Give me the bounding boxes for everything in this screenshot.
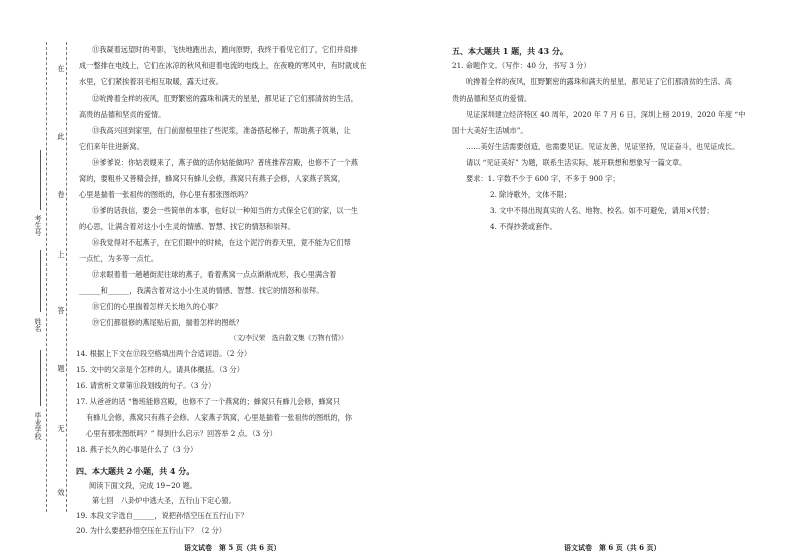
candidate-number-label: 考生号 xyxy=(34,215,42,236)
section-4-intro: 阅读下面文段，完成 19~20 题。 xyxy=(89,481,197,490)
fill-line xyxy=(40,250,41,312)
source-citation: （文/李汉荣 选自散文集《万物有情》） xyxy=(230,334,348,342)
paragraph-line: 高贵的品德和坚贞的爱情。 xyxy=(79,110,166,119)
paragraph-line: ______和______，我满含着对这小小生灵的情感、智慧、找它的情怒和崇拜。 xyxy=(79,286,324,295)
essay-requirement: 要求：1. 字数不少于 600 字，不多于 900 字； xyxy=(466,174,620,183)
paragraph-line: ⑰求眼着着一趟趟街泥往球的燕子，看着燕窝一点点渐渐成形，我心里满含着 xyxy=(92,270,337,279)
seal-char: 效 xyxy=(57,488,65,497)
paragraph-line: ⑬我高兴回到家里，在门前窗根里挂了些泥浆，准备搭起梯子，帮助燕子筑巢，让 xyxy=(92,126,351,135)
question-20: 20. 为什么要把孙悟空压在五行山下？（2 分） xyxy=(76,526,226,535)
question-15: 15. 文中的父亲是个怎样的人。请具体概括。（3 分） xyxy=(76,365,244,374)
essay-requirement: 4. 不得抄袭或套作。 xyxy=(490,222,557,231)
paragraph-line: ⑮爹的话我信，要会一些简单的本事，也好以一种知当的方式保全它们的家，以一生 xyxy=(92,206,358,215)
paragraph-line: ⑪我凝着远望时的考影，飞快地跑出去，跑向原野，我终于看见它们了，它们并肩排 xyxy=(92,45,358,54)
essay-intro-line: ……美好生活需要创造，也需要见证。见证友善，见证坚持，见证奋斗，也见证成长。 xyxy=(466,142,740,151)
question-17: 17. 从爸爸的话 “鲁班能修宫殿，也修不了一个燕窝的；蜂窝只有蜂儿会修，蜂窝只 xyxy=(76,397,341,406)
seal-char: 答 xyxy=(57,306,65,315)
question-21-heading: 21. 命题作文。（写作：40 分，书写 3 分） xyxy=(452,61,591,70)
paragraph-line: 成一整排在电线上，它们在冰凉的秋风和迎着电流的电线上，在夜晚的寒风中，有时就成在 xyxy=(79,61,367,70)
page-footer: 语文试卷 第 5 页（共 6 页） xyxy=(184,543,281,552)
paragraph-line: 它们来年住进新窝。 xyxy=(79,142,144,151)
section-5-title: 五、本大题共 1 题，共 43 分。 xyxy=(452,46,568,56)
dashed-binding-line xyxy=(66,42,67,512)
seal-char: 上 xyxy=(57,250,65,259)
seal-char: 题 xyxy=(57,364,65,373)
essay-intro-line: 请以 “见证美好” 为题，联系生活实际，展开联想和想象写一篇文章。 xyxy=(466,158,687,167)
seal-char: 此 xyxy=(57,132,65,141)
page-footer: 语文试卷 第 6 页（共 6 页） xyxy=(564,543,661,552)
paragraph-line: ⑫吮搀着全样的夜风，肛野繁密的露珠和满天的星星，都见证了它们那清贫的生活， xyxy=(92,94,358,103)
essay-requirement: 2. 除诗歌外，文体不限； xyxy=(490,190,572,199)
paragraph-line: ⑲它们都很修的燕尾贴后面，揣着怎样的图纸？ xyxy=(92,318,243,327)
seal-char: 无 xyxy=(57,424,65,433)
section-4-title: 四、本大题共 2 小题，共 4 分。 xyxy=(76,466,195,476)
question-18: 18. 燕子长久的心事是什么了（3 分） xyxy=(76,445,198,454)
paragraph-line: 心里是揣着一张祖传的图纸的，你心里有那张图纸吗？ xyxy=(79,190,252,199)
seal-char: 卷 xyxy=(57,190,65,199)
name-label: 姓名 xyxy=(34,318,42,332)
dashed-binding-line xyxy=(46,42,47,512)
school-label: 毕业学校 xyxy=(34,412,42,440)
paragraph-line: ⑭爹爹说：你姑表嫂来了，燕子做的活你姑能做吗？普班推荐宫殿，也修不了一个燕 xyxy=(92,158,358,167)
seal-char: 在 xyxy=(57,64,65,73)
essay-requirement: 3. 文中不得出现真实的人名、地物、校名。如不可避免，请用×代替； xyxy=(490,206,714,215)
paragraph-line: ⑱它们的心里揣着怎样天长地久的心事？ xyxy=(92,302,222,311)
paragraph-line: 的心思，让满含着对这小小生灵的情感、智慧、找它的情怒和崇拜。 xyxy=(79,222,295,231)
fill-line xyxy=(40,150,41,210)
essay-intro-line: 吮搀着全样的夜风，肛野繁密的露珠和满天的星星，都见证了它们那清贫的生活、高 xyxy=(466,77,732,86)
paragraph-line: ⑯我觉得对不起燕子，在它们眼中的时候，在这个泥泞的春天里，竟不能为它们帮 xyxy=(92,238,351,247)
question-16: 16. 请赏析文章第⑪段划线的句子。（3 分） xyxy=(76,381,216,390)
section-4-poem: 第七回 八卦炉中逃大圣，五行山下定心猿。 xyxy=(92,496,236,505)
fill-line xyxy=(40,350,41,406)
question-14: 14. 根据上下文在⑰段空格填出两个合适词语。（2 分） xyxy=(76,349,252,358)
question-19: 19. 本段文字选自______，说把孙悟空压在五行山下？ xyxy=(76,511,248,520)
paragraph-line: 窝的，要粗朴又善精会择，蜂窝只有蜂儿会修，燕窝只有燕子会修，人家燕子筑窝， xyxy=(79,174,345,183)
essay-intro-line: 贵的品德和坚贞的爱情。 xyxy=(452,94,532,103)
paragraph-line: 一点忙，为多等一点忙。 xyxy=(79,254,159,263)
essay-intro-line: 国十大美好生活城市”。 xyxy=(452,126,528,135)
question-17-line: 有蜂儿会修，燕窝只有燕子会修。人家燕子筑窝，心里是揣着一张祖传的图纸的，你 xyxy=(86,413,352,422)
paragraph-line: 水里，它们紧挨着羽毛相互取暖，露天过夜。 xyxy=(79,77,223,86)
essay-intro-line: 见证深圳建立经济特区 40 周年，2020 年 7 月 6 日，深圳上榜 2019、2020 年度 “中 xyxy=(466,110,746,119)
question-17-line: 心里有那张图纸吗？” 得到什么启示？回答举 2 点。（3 分） xyxy=(86,429,277,438)
